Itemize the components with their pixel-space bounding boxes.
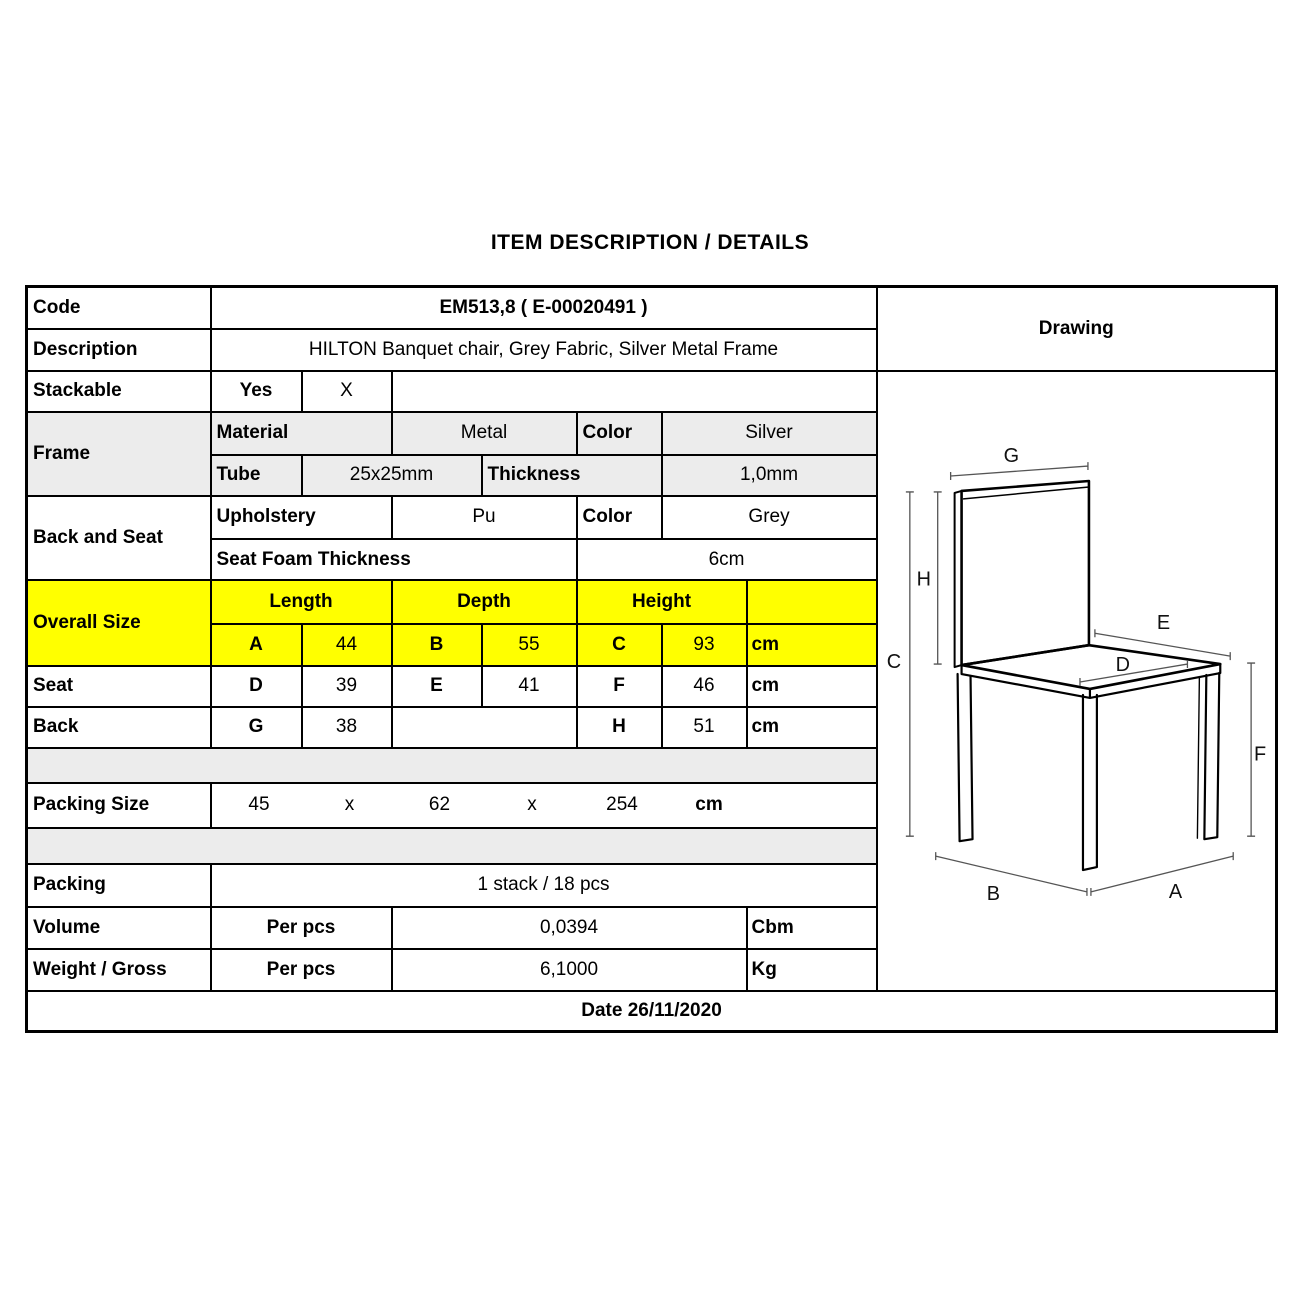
packing-size-sep-1: x [344, 794, 355, 815]
seat-color-label: Color [577, 496, 662, 539]
chair-drawing [878, 372, 1274, 984]
dim-label-c: C [887, 650, 902, 673]
packing-value: 1 stack / 18 pcs [211, 864, 877, 907]
spacer-band-2 [27, 828, 877, 864]
chair-leg-hidden [1198, 677, 1200, 838]
weight-value: 6,1000 [392, 949, 747, 991]
overall-header-empty [747, 580, 877, 623]
page-title: ITEM DESCRIPTION / DETAILS [490, 231, 810, 254]
chair-seat-edge [962, 664, 1221, 698]
weight-unit: Kg [747, 949, 877, 991]
dim-label-a: A [1169, 880, 1183, 903]
frame-color-value: Silver [662, 412, 877, 455]
stackable-mark: X [302, 371, 392, 412]
dim-f-value: 46 [662, 666, 747, 707]
row-code [27, 287, 1277, 329]
tube-value: 25x25mm [302, 455, 482, 496]
dim-b-key: B [392, 624, 482, 666]
depth-header: Depth [392, 580, 577, 623]
dim-c-key: C [577, 624, 662, 666]
back-empty [392, 707, 577, 748]
spacer-band-1 [27, 748, 877, 783]
packing-label: Packing [27, 864, 211, 907]
packing-size-sep-2: x [527, 794, 537, 815]
dim-e-key: E [392, 666, 482, 707]
thickness-value: 1,0mm [662, 455, 877, 496]
seat-unit: cm [747, 666, 877, 707]
dim-d-key: D [211, 666, 302, 707]
stackable-label: Stackable [27, 371, 211, 412]
foam-label: Seat Foam Thickness [211, 539, 577, 580]
volume-per-label: Per pcs [211, 907, 392, 949]
volume-label: Volume [27, 907, 211, 949]
code-label: Code [27, 287, 211, 329]
stackable-option: Yes [211, 371, 302, 412]
dim-label-e: E [1157, 611, 1171, 634]
stackable-empty [392, 371, 877, 412]
dimension-line-g [951, 462, 1088, 480]
dim-c-value: 93 [662, 624, 747, 666]
dim-a-value: 44 [302, 624, 392, 666]
packing-size-unit: cm [695, 794, 723, 815]
packing-size-value-3: 254 [606, 794, 638, 815]
volume-unit: Cbm [747, 907, 877, 949]
packing-size-flex [214, 794, 874, 816]
back-unit: cm [747, 707, 877, 748]
dimension-line-a [1091, 852, 1233, 896]
material-value: Metal [392, 412, 577, 455]
chair-leg-right [1205, 673, 1220, 839]
packing-size-values [211, 783, 877, 828]
spec-table [25, 285, 1278, 1033]
chair-backrest [962, 480, 1089, 664]
code-value: EM513,8 ( E-00020491 ) [211, 287, 877, 329]
dimension-line-c [906, 491, 914, 835]
packing-size-value-2: 62 [428, 794, 451, 815]
dim-b-value: 55 [482, 624, 577, 666]
packing-size-value-1: 45 [248, 794, 270, 815]
dim-d-value: 39 [302, 666, 392, 707]
dim-label-d: D [1115, 653, 1131, 676]
row-date [27, 991, 1277, 1032]
overall-unit: cm [747, 624, 877, 666]
dimension-line-h [934, 491, 942, 663]
row-stackable [27, 371, 1277, 412]
chair-leg-back-left [958, 674, 973, 841]
frame-label: Frame [27, 412, 211, 496]
weight-per-label: Per pcs [211, 949, 392, 991]
dim-h-value: 51 [662, 707, 747, 748]
chair-seat [962, 645, 1221, 689]
description-label: Description [27, 329, 211, 371]
frame-color-label: Color [577, 412, 662, 455]
dim-e-value: 41 [482, 666, 577, 707]
dim-g-value: 38 [302, 707, 392, 748]
foam-value: 6cm [577, 539, 877, 580]
description-value: HILTON Banquet chair, Grey Fabric, Silver Metal Frame [211, 329, 877, 371]
tube-label: Tube [211, 455, 302, 496]
dim-label-f: F [1254, 743, 1267, 766]
packing-size-label: Packing Size [27, 783, 211, 828]
drawing-cell [877, 371, 1277, 991]
overall-size-label: Overall Size [27, 580, 211, 665]
length-header: Length [211, 580, 392, 623]
dim-f-key: F [577, 666, 662, 707]
thickness-label: Thickness [482, 455, 662, 496]
dim-label-b: B [987, 882, 1001, 905]
seat-label: Seat [27, 666, 211, 707]
upholstery-label: Upholstery [211, 496, 392, 539]
weight-label: Weight / Gross [27, 949, 211, 991]
dim-h-key: H [577, 707, 662, 748]
dim-label-h: H [916, 567, 932, 590]
dim-a-key: A [211, 624, 302, 666]
height-header: Height [577, 580, 747, 623]
volume-value: 0,0394 [392, 907, 747, 949]
chair-leg-front [1083, 694, 1097, 869]
seat-color-value: Grey [662, 496, 877, 539]
dim-label-g: G [1003, 444, 1020, 467]
dimension-line-b [936, 852, 1087, 896]
dim-g-key: G [211, 707, 302, 748]
material-label: Material [211, 412, 392, 455]
drawing-header: Drawing [877, 287, 1277, 371]
back-label: Back [27, 707, 211, 748]
date-cell: Date 26/11/2020 [27, 991, 1277, 1032]
upholstery-value: Pu [392, 496, 577, 539]
back-seat-label: Back and Seat [27, 496, 211, 580]
